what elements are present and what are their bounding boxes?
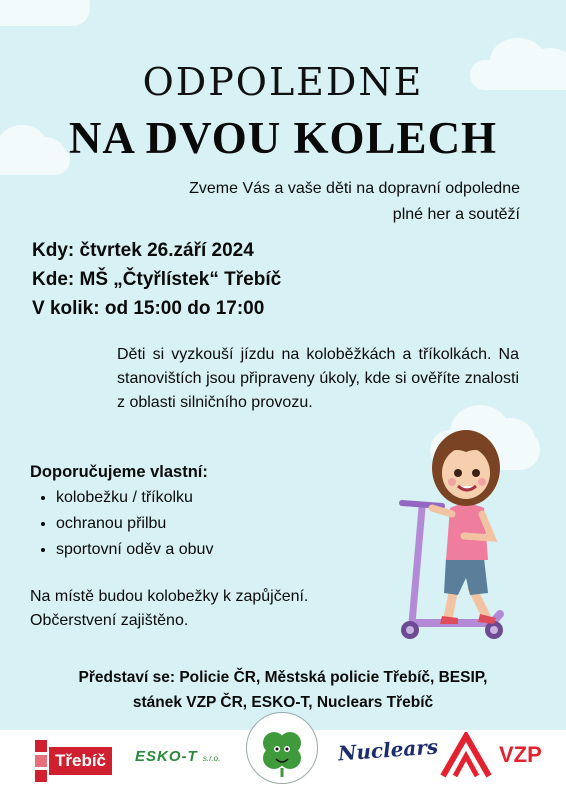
list-item: • ochranou přilbu [56, 511, 213, 537]
ms-ctyrlistek-logo [246, 712, 318, 784]
on-site-line-1: Na místě budou kolobežky k zapůjčení. [30, 588, 309, 605]
recommendation-list [30, 485, 213, 563]
partner-logos-bar [0, 730, 566, 800]
event-info [32, 236, 281, 323]
title-line-2: NA DVOU KOLECH [68, 113, 498, 163]
intro-text [100, 176, 520, 228]
cloud-decoration [0, 0, 90, 26]
event-time: V kolik: od 15:00 do 17:00 [32, 298, 265, 319]
recommendation-block [30, 459, 213, 563]
trebic-logo-text: Třebíč [49, 747, 112, 775]
recommendation-heading: Doporučujeme vlastní: [30, 463, 208, 481]
on-site-line-2: Občerstvení zajištěno. [30, 612, 189, 629]
event-place: Kde: MŠ „Čtyřlístek“ Třebíč [32, 269, 282, 290]
girl-on-scooter-illustration [392, 418, 512, 648]
intro-line-2: plné her a soutěží [392, 206, 520, 223]
presenters-line-1: Představí se: Policie ČR, Městská policie Třebíč, BESIP, [78, 669, 488, 686]
esko-logo-text: ESKO-T [135, 748, 198, 765]
title-line-1: ODPOLEDNE [142, 60, 424, 104]
presenters-text [0, 665, 566, 715]
trebic-logo [35, 740, 112, 782]
vzp-logo [439, 732, 542, 778]
presenters-line-2: stánek VZP ČR, ESKO-T, Nuclears Třebíč [132, 694, 434, 711]
nuclears-logo: Nuclears [337, 734, 439, 766]
esko-logo-suffix: s.r.o. [202, 754, 221, 763]
vzp-logo-text: VZP [499, 742, 542, 767]
trebic-squares-icon [35, 740, 47, 782]
vzp-triangle-icon [439, 732, 493, 778]
list-item: • kolobežku / tříkolku [56, 485, 213, 511]
on-site-note [30, 585, 308, 633]
list-item: • sportovní oděv a obuv [56, 537, 213, 563]
clover-icon [247, 713, 317, 783]
event-date: Kdy: čtvrtek 26.září 2024 [32, 240, 254, 261]
esko-logo [135, 748, 220, 765]
intro-line-1: Zveme Vás a vaše děti na dopravní odpoledne [189, 180, 520, 197]
event-description: Děti si vyzkouší jízdu na koloběžkách a tříkolkách. Na stanovištích jsou připraveny úkoly, kde si ověříte znalosti z oblasti silničního provozu. [117, 346, 519, 411]
